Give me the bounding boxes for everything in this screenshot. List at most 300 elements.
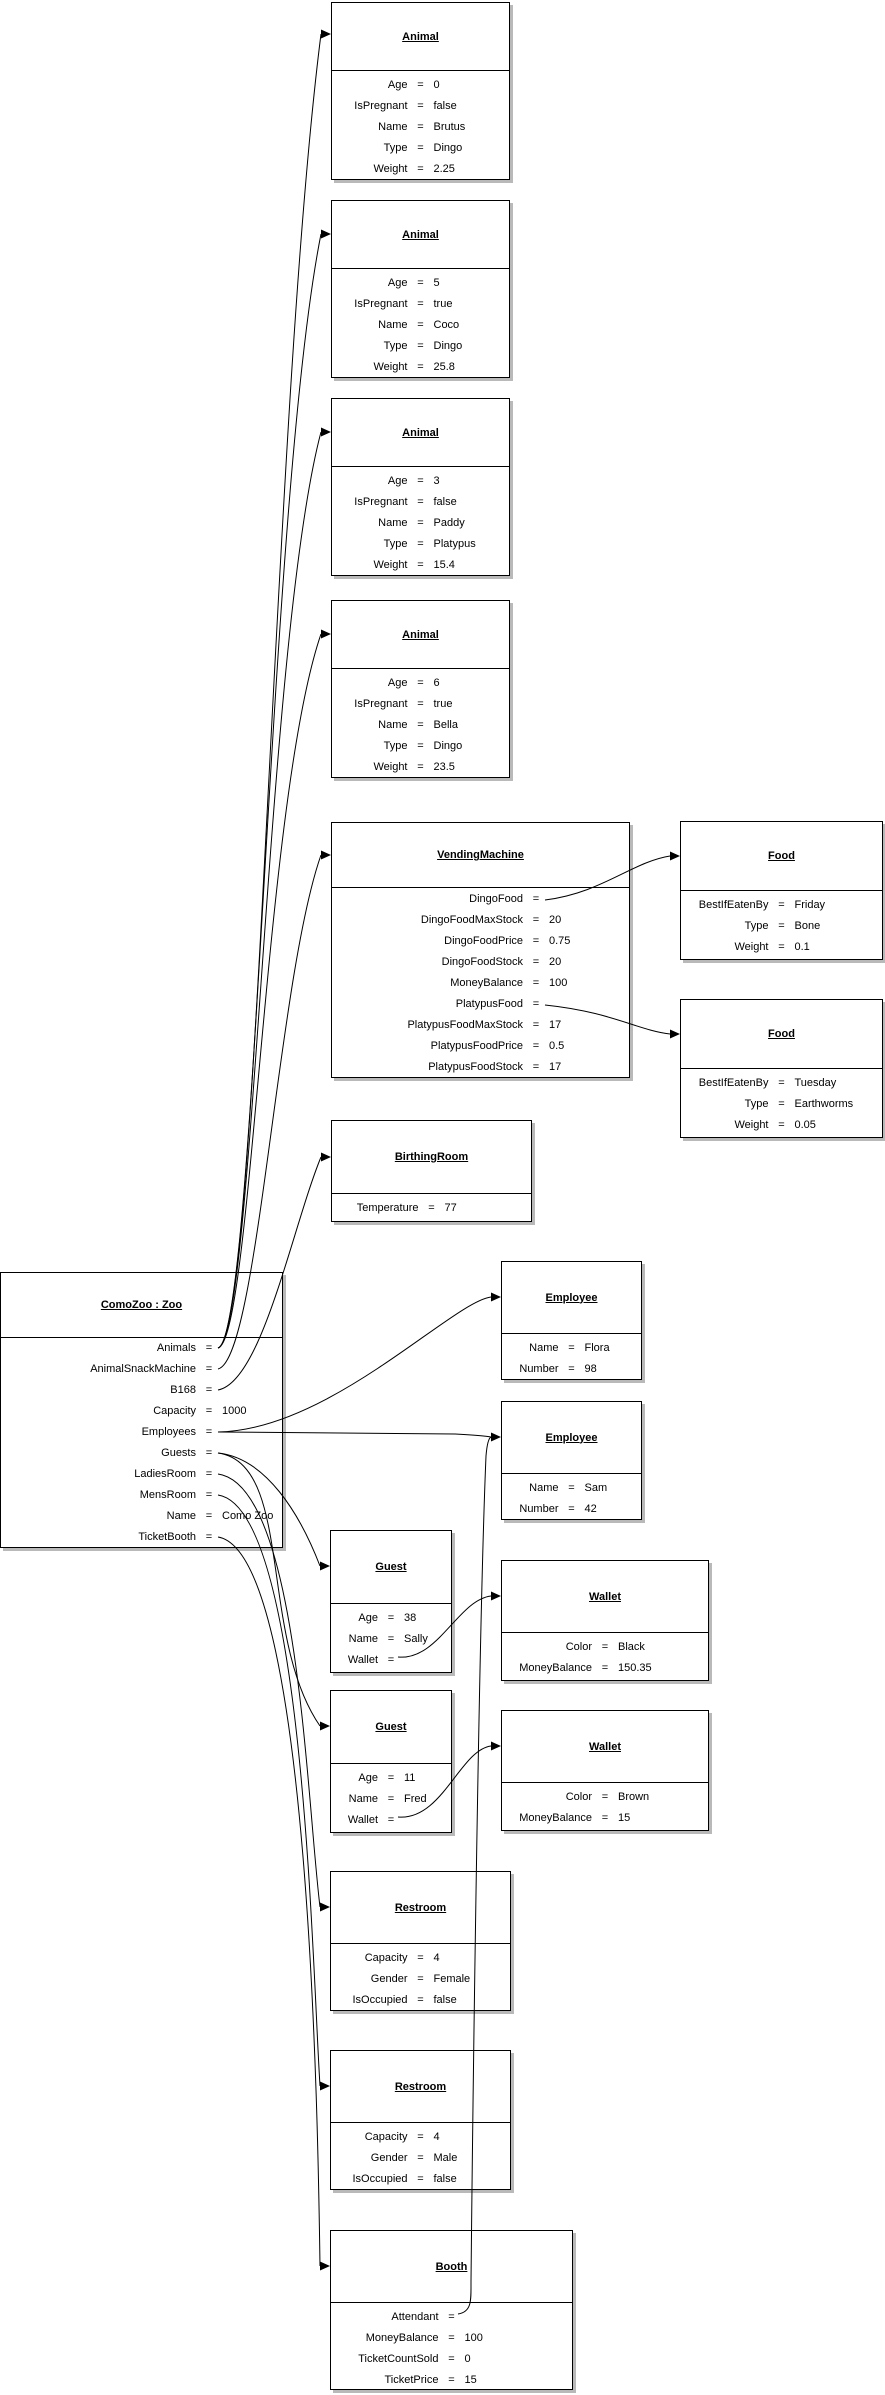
field-name: PlatypusFood: [455, 998, 523, 1010]
arrowhead-icon-employee2: [491, 1433, 501, 1442]
object-box-header: [332, 1121, 531, 1194]
field-value: 2.25: [433, 163, 455, 175]
field-row: [502, 1338, 641, 1359]
field-value: Dingo: [433, 340, 463, 352]
object-box-animal4[interactable]: [331, 600, 510, 778]
field-value: 17: [549, 1019, 562, 1031]
field-name: TicketBooth: [138, 1531, 196, 1543]
arrowhead-icon-animal1: [321, 30, 331, 39]
field-name: Type: [383, 142, 408, 154]
field-row: [332, 910, 629, 931]
field-name: Temperature: [356, 1202, 419, 1214]
arrowhead-icon-guest1: [320, 1562, 330, 1571]
field-value: 4: [433, 2131, 440, 2143]
equals-sign: =: [205, 1489, 213, 1501]
object-box-booth[interactable]: [330, 2230, 573, 2390]
field-row: [1, 1527, 282, 1547]
field-name: AnimalSnackMachine: [90, 1363, 196, 1375]
field-row: [502, 1787, 708, 1808]
field-name: IsOccupied: [352, 1994, 408, 2006]
field-name: Type: [744, 1098, 769, 1110]
field-row: [332, 1015, 629, 1036]
equals-sign: =: [205, 1468, 213, 1480]
equals-sign: =: [417, 100, 424, 112]
equals-sign: =: [601, 1662, 609, 1674]
object-box-food2[interactable]: [680, 999, 883, 1138]
equals-sign: =: [417, 298, 424, 310]
object-box-header: [332, 399, 509, 467]
field-row: [331, 1650, 451, 1671]
field-row: [331, 1969, 510, 1990]
object-box-title: Wallet: [589, 1590, 621, 1603]
object-box-fields: [332, 467, 509, 575]
field-name: Attendant: [391, 2311, 439, 2323]
field-value: 15.4: [433, 559, 455, 571]
arrowhead-icon-vending: [321, 851, 331, 860]
field-value: Tuesday: [794, 1077, 837, 1089]
field-name: MoneyBalance: [450, 977, 523, 989]
field-name: Name: [348, 1793, 378, 1805]
object-box-title: ComoZoo : Zoo: [100, 1299, 183, 1311]
field-value: 0: [464, 2353, 471, 2365]
object-box-restroom2[interactable]: [330, 2050, 511, 2190]
equals-sign: =: [532, 1061, 540, 1073]
object-box-wallet1[interactable]: [501, 1560, 709, 1681]
field-value: Earthworms: [794, 1098, 854, 1110]
field-row: [502, 1499, 641, 1519]
field-row: [332, 715, 509, 736]
equals-sign: =: [387, 1793, 395, 1805]
equals-sign: =: [568, 1503, 575, 1515]
object-box-header: [331, 2051, 510, 2123]
field-name: Age: [358, 1612, 378, 1624]
field-value: Sam: [584, 1482, 608, 1494]
object-box-title: Employee: [545, 1431, 598, 1444]
object-box-title: Food: [768, 1028, 795, 1040]
field-row: [1, 1401, 282, 1422]
field-row: [332, 315, 509, 336]
arrowhead-icon-booth: [320, 2262, 330, 2271]
connector-zoo-MensRoom-to-restroom2: [218, 1495, 320, 2086]
object-box-title: Employee: [545, 1291, 598, 1304]
object-box-title: Restroom: [394, 1901, 447, 1914]
field-row: [331, 2370, 572, 2389]
field-name: BestIfEatenBy: [698, 1077, 769, 1089]
field-value: 0.75: [549, 935, 571, 947]
field-name: Age: [387, 79, 408, 91]
field-name: Age: [387, 475, 408, 487]
object-box-title: Animal: [402, 228, 439, 241]
object-box-header: [332, 823, 629, 888]
field-name: Gender: [370, 2152, 408, 2164]
field-row: [331, 2307, 572, 2328]
object-box-title: Wallet: [589, 1740, 621, 1753]
field-row: [332, 889, 629, 910]
field-row: [332, 931, 629, 952]
field-value: Platypus: [433, 538, 476, 550]
equals-sign: =: [778, 1119, 785, 1131]
field-value: 77: [444, 1202, 457, 1214]
equals-sign: =: [532, 998, 540, 1010]
field-name: IsPregnant: [354, 698, 408, 710]
field-row: [1, 1380, 282, 1401]
field-value: [222, 1527, 272, 1547]
object-box-title: Food: [768, 850, 795, 862]
object-box-fields: [502, 1474, 641, 1519]
object-box-header: [502, 1262, 641, 1334]
field-row: [331, 1948, 510, 1969]
equals-sign: =: [417, 677, 424, 689]
field-row: [502, 1658, 708, 1679]
equals-sign: =: [205, 1363, 213, 1375]
field-row: [332, 1057, 629, 1077]
equals-sign: =: [205, 1342, 213, 1354]
object-box-fields: [332, 669, 509, 777]
equals-sign: =: [417, 719, 424, 731]
field-value: [465, 2307, 563, 2328]
equals-sign: =: [417, 340, 424, 352]
field-row: [332, 973, 629, 994]
field-name: MensRoom: [139, 1489, 196, 1501]
field-value: [404, 1650, 441, 1671]
field-value: [549, 994, 619, 1015]
field-row: [502, 1478, 641, 1499]
arrowhead-icon-employee1: [491, 1293, 501, 1302]
field-row: [681, 1073, 882, 1094]
equals-sign: =: [417, 121, 424, 133]
connector-zoo-Animals-to-animal1: [218, 34, 321, 1348]
field-name: IsOccupied: [352, 2173, 408, 2185]
object-box-animal2[interactable]: [331, 200, 510, 378]
field-row: [502, 1359, 641, 1379]
field-name: Animals: [156, 1342, 196, 1354]
field-row: [332, 273, 509, 294]
object-box-title: Guest: [375, 1721, 407, 1733]
object-box-guest1[interactable]: [330, 1530, 452, 1673]
field-name: Type: [383, 340, 408, 352]
field-name: Weight: [373, 361, 408, 373]
equals-sign: =: [417, 2131, 424, 2143]
object-box-fields: [681, 891, 882, 959]
object-box-header: [681, 1000, 882, 1069]
equals-sign: =: [778, 941, 785, 953]
arrowhead-icon-food1: [670, 852, 680, 861]
field-name: Name: [378, 319, 408, 331]
field-row: [331, 2328, 572, 2349]
field-row: [332, 75, 509, 96]
equals-sign: =: [532, 935, 540, 947]
equals-sign: =: [778, 1098, 785, 1110]
field-value: [222, 1380, 272, 1401]
equals-sign: =: [417, 538, 424, 550]
equals-sign: =: [778, 1077, 785, 1089]
field-name: Color: [565, 1791, 592, 1803]
field-value: false: [433, 496, 457, 508]
object-box-employee2[interactable]: [501, 1401, 642, 1520]
equals-sign: =: [532, 1040, 540, 1052]
field-name: DingoFood: [469, 893, 523, 905]
arrowhead-icon-animal4: [321, 630, 331, 639]
field-row: [332, 673, 509, 694]
object-box-fields: [331, 2303, 572, 2389]
object-box-header: [332, 201, 509, 269]
equals-sign: =: [417, 2173, 424, 2185]
equals-sign: =: [778, 899, 785, 911]
field-name: MoneyBalance: [365, 2332, 439, 2344]
field-row: [331, 1990, 510, 2010]
equals-sign: =: [601, 1791, 609, 1803]
field-name: Name: [529, 1482, 559, 1494]
field-name: Name: [348, 1633, 378, 1645]
field-row: [1, 1506, 282, 1527]
field-value: 11: [404, 1772, 416, 1784]
object-box-title: Animal: [402, 628, 439, 641]
field-name: TicketCountSold: [358, 2353, 439, 2365]
field-name: Wallet: [347, 1654, 378, 1666]
field-name: IsPregnant: [354, 100, 408, 112]
field-name: Weight: [373, 761, 408, 773]
field-name: MoneyBalance: [519, 1812, 592, 1824]
object-box-title: Restroom: [394, 2080, 447, 2093]
equals-sign: =: [417, 142, 424, 154]
field-row: [332, 96, 509, 117]
equals-sign: =: [387, 1633, 395, 1645]
field-name: Type: [383, 740, 408, 752]
equals-sign: =: [568, 1342, 575, 1354]
equals-sign: =: [448, 2311, 455, 2323]
field-value: [222, 1485, 272, 1506]
field-value: 15: [464, 2374, 477, 2386]
field-name: Type: [383, 538, 408, 550]
object-box-restroom1[interactable]: [330, 1871, 511, 2011]
field-row: [331, 1768, 451, 1789]
field-value: Female: [433, 1973, 471, 1985]
equals-sign: =: [601, 1812, 609, 1824]
object-box-header: [332, 601, 509, 669]
field-row: [681, 895, 882, 916]
object-box-employee1[interactable]: [501, 1261, 642, 1380]
object-box-food1[interactable]: [680, 821, 883, 960]
equals-sign: =: [417, 2152, 424, 2164]
field-value: Male: [433, 2152, 458, 2164]
object-box-title: Animal: [402, 30, 439, 43]
field-row: [332, 513, 509, 534]
field-value: 17: [549, 1061, 562, 1073]
field-row: [1, 1338, 282, 1359]
object-box-title: BirthingRoom: [394, 1151, 469, 1163]
field-name: Age: [387, 677, 408, 689]
field-value: 98: [584, 1363, 597, 1375]
object-box-birthing[interactable]: [331, 1120, 532, 1222]
equals-sign: =: [778, 920, 785, 932]
field-row: [332, 1198, 531, 1219]
field-row: [1, 1359, 282, 1380]
object-box-zoo[interactable]: [0, 1272, 283, 1548]
equals-sign: =: [417, 1973, 424, 1985]
field-name: DingoFoodPrice: [444, 935, 523, 947]
object-box-animal1[interactable]: [331, 2, 510, 180]
object-box-fields: [332, 888, 629, 1077]
field-row: [1, 1485, 282, 1506]
equals-sign: =: [417, 1994, 424, 2006]
field-row: [331, 1629, 451, 1650]
equals-sign: =: [417, 475, 424, 487]
field-value: 0: [433, 79, 440, 91]
field-value: 100: [549, 977, 568, 989]
field-row: [332, 294, 509, 315]
field-name: Capacity: [153, 1405, 196, 1417]
field-name: Weight: [734, 941, 769, 953]
field-name: Name: [378, 517, 408, 529]
equals-sign: =: [601, 1641, 609, 1653]
field-row: [681, 937, 882, 958]
field-value: 42: [584, 1503, 597, 1515]
field-value: Dingo: [433, 740, 463, 752]
equals-sign: =: [568, 1482, 575, 1494]
field-name: Name: [166, 1510, 196, 1522]
equals-sign: =: [387, 1612, 395, 1624]
field-name: Number: [519, 1503, 559, 1515]
equals-sign: =: [532, 893, 540, 905]
field-value: 0.1: [794, 941, 810, 953]
object-box-title: VendingMachine: [437, 849, 524, 861]
field-value: false: [433, 1994, 457, 2006]
object-box-fields: [681, 1069, 882, 1137]
field-value: 3: [433, 475, 440, 487]
equals-sign: =: [448, 2353, 455, 2365]
equals-sign: =: [417, 740, 424, 752]
field-row: [332, 994, 629, 1015]
field-row: [332, 117, 509, 138]
object-box-fields: [331, 1944, 510, 2010]
object-box-header: [331, 1691, 451, 1764]
equals-sign: =: [387, 1772, 395, 1784]
object-box-header: [331, 1872, 510, 1944]
object-box-header: [1, 1273, 282, 1338]
object-box-header: [331, 1531, 451, 1604]
arrowhead-icon-birthing: [321, 1153, 331, 1162]
arrowhead-icon-restroom1: [320, 1903, 330, 1912]
arrowhead-icon-guest2: [320, 1722, 330, 1731]
field-name: Number: [519, 1363, 559, 1375]
field-value: Sally: [404, 1633, 428, 1645]
field-name: Name: [378, 121, 408, 133]
field-name: Name: [529, 1342, 559, 1354]
object-box-animal3[interactable]: [331, 398, 510, 576]
field-row: [331, 2127, 510, 2148]
object-box-header: [502, 1711, 708, 1783]
field-name: DingoFoodStock: [441, 956, 523, 968]
field-value: 5: [433, 277, 440, 289]
connector-zoo-Animals-to-animal3: [218, 432, 321, 1348]
field-value: [222, 1464, 272, 1485]
equals-sign: =: [532, 977, 540, 989]
field-value: 4: [433, 1952, 440, 1964]
field-value: 15: [618, 1812, 631, 1824]
arrowhead-icon-wallet2: [491, 1742, 501, 1751]
field-row: [502, 1808, 708, 1829]
equals-sign: =: [448, 2332, 455, 2344]
object-box-vending[interactable]: [331, 822, 630, 1078]
object-box-title: Guest: [375, 1561, 407, 1573]
field-name: Employees: [141, 1426, 196, 1438]
field-value: [222, 1422, 272, 1443]
field-name: Name: [378, 719, 408, 731]
object-box-guest2[interactable]: [330, 1690, 452, 1833]
equals-sign: =: [417, 163, 424, 175]
field-row: [332, 138, 509, 159]
field-row: [1, 1443, 282, 1464]
field-value: 100: [464, 2332, 483, 2344]
field-row: [332, 471, 509, 492]
field-name: MoneyBalance: [519, 1662, 592, 1674]
object-box-fields: [331, 2123, 510, 2189]
field-name: Capacity: [364, 1952, 408, 1964]
field-row: [331, 1789, 451, 1810]
object-box-title: Booth: [435, 2260, 468, 2273]
arrowhead-icon-animal3: [321, 428, 331, 437]
field-value: 25.8: [433, 361, 455, 373]
field-name: PlatypusFoodPrice: [430, 1040, 523, 1052]
field-row: [332, 534, 509, 555]
field-value: true: [433, 298, 453, 310]
equals-sign: =: [417, 559, 424, 571]
field-value: false: [433, 100, 457, 112]
field-value: Brown: [618, 1791, 650, 1803]
connector-zoo-Animals-to-animal4: [218, 634, 321, 1348]
field-value: Flora: [584, 1342, 610, 1354]
equals-sign: =: [417, 361, 424, 373]
object-box-header: [332, 3, 509, 71]
field-name: PlatypusFoodMaxStock: [407, 1019, 523, 1031]
field-name: Type: [744, 920, 769, 932]
field-row: [331, 2148, 510, 2169]
equals-sign: =: [417, 761, 424, 773]
field-row: [502, 1637, 708, 1658]
field-value: 20: [549, 956, 562, 968]
field-name: Weight: [373, 163, 408, 175]
field-row: [681, 1094, 882, 1115]
field-value: Friday: [794, 899, 826, 911]
field-row: [332, 736, 509, 757]
field-name: B168: [170, 1384, 196, 1396]
field-value: false: [433, 2173, 457, 2185]
field-value: Brutus: [433, 121, 466, 133]
field-value: 0.05: [794, 1119, 816, 1131]
field-value: [222, 1338, 272, 1359]
object-box-wallet2[interactable]: [501, 1710, 709, 1831]
equals-sign: =: [205, 1531, 213, 1543]
field-name: IsPregnant: [354, 298, 408, 310]
equals-sign: =: [532, 1019, 540, 1031]
object-box-fields: [331, 1764, 451, 1832]
field-value: 23.5: [433, 761, 455, 773]
connector-zoo-TicketBooth-to-booth: [218, 1537, 320, 2266]
object-box-fields: [332, 269, 509, 377]
field-name: TicketPrice: [384, 2374, 439, 2386]
field-value: 6: [433, 677, 440, 689]
field-row: [331, 1810, 451, 1831]
object-box-header: [502, 1561, 708, 1633]
field-name: PlatypusFoodStock: [428, 1061, 523, 1073]
field-row: [332, 757, 509, 777]
field-value: Bella: [433, 719, 458, 731]
equals-sign: =: [417, 517, 424, 529]
equals-sign: =: [417, 698, 424, 710]
object-box-title: Animal: [402, 426, 439, 439]
field-value: [222, 1359, 272, 1380]
object-box-fields: [332, 1194, 531, 1221]
